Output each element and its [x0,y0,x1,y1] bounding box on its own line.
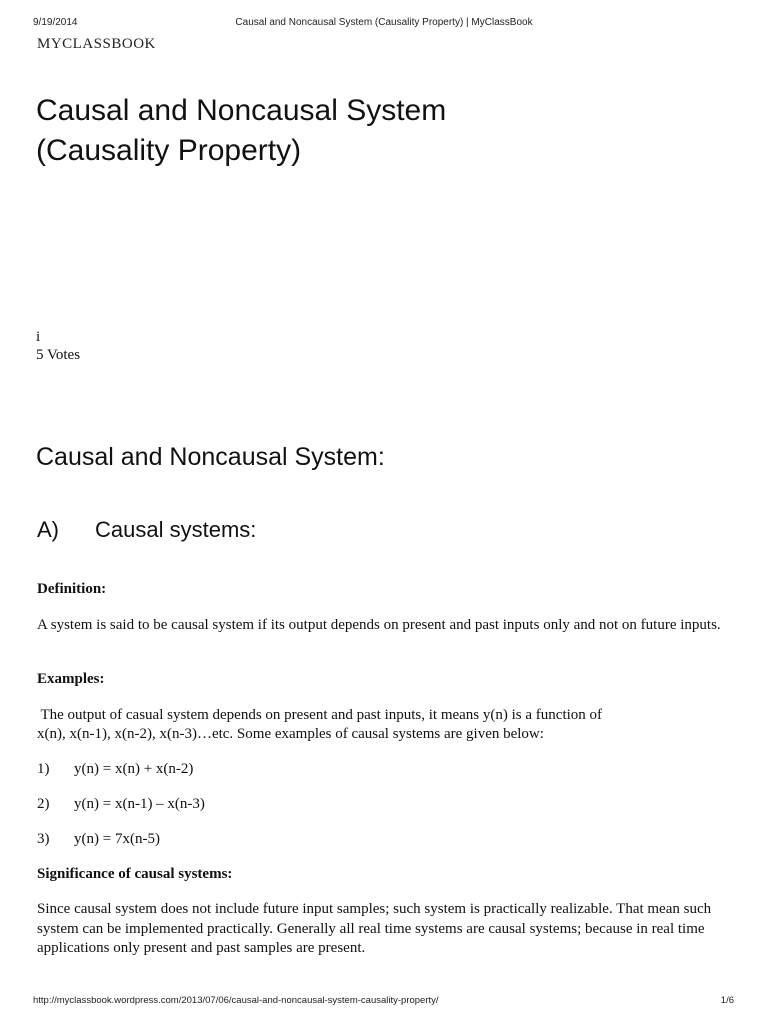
definition-text: A system is said to be causal system if its output depends on present and past inputs only and not on future inputs. [37,617,721,633]
footer-url[interactable]: http://myclassbook.wordpress.com/2013/07/06/causal-and-noncausal-system-causality-property/ [33,995,439,1006]
subsection-number: A) [37,517,59,542]
example-equation: y(n) = x(n-1) – x(n-3) [74,796,205,812]
votes-count: 5 Votes [36,347,81,363]
example-equation: y(n) = 7x(n-5) [74,831,160,847]
article-title-line1: Causal and Noncausal System [36,94,447,127]
rating-icon[interactable]: i [36,329,41,345]
example-number: 1) [37,761,50,777]
example-number: 3) [37,831,50,847]
examples-text-line2: x(n), x(n-1), x(n-2), x(n-3)…etc. Some examples of causal systems are given below: [37,726,544,742]
subsection-title: Causal systems: [95,517,257,542]
article-title-line2: (Causality Property) [36,134,302,167]
page-number: 1/6 [720,995,734,1006]
example-equation: y(n) = x(n) + x(n-2) [74,761,194,777]
examples-label: Examples: [37,671,105,687]
examples-text-line1: The output of casual system depends on present and past inputs, it means y(n) is a function of [37,707,603,723]
print-date: 9/19/2014 [33,17,78,28]
site-name[interactable]: MYCLASSBOOK [37,36,156,52]
print-page-title: Causal and Noncausal System (Causality Property) | MyClassBook [235,17,533,28]
significance-text: Since causal system does not include future input samples; such system is practically realizable. That mean such system can be implemented practically. Generally all real time systems are causal systems; because in real time applications only present and past samples are present. [37,901,712,956]
significance-label: Significance of causal systems: [37,866,233,882]
definition-label: Definition: [37,581,107,597]
example-number: 2) [37,796,50,812]
section-heading: Causal and Noncausal System: [36,443,385,471]
